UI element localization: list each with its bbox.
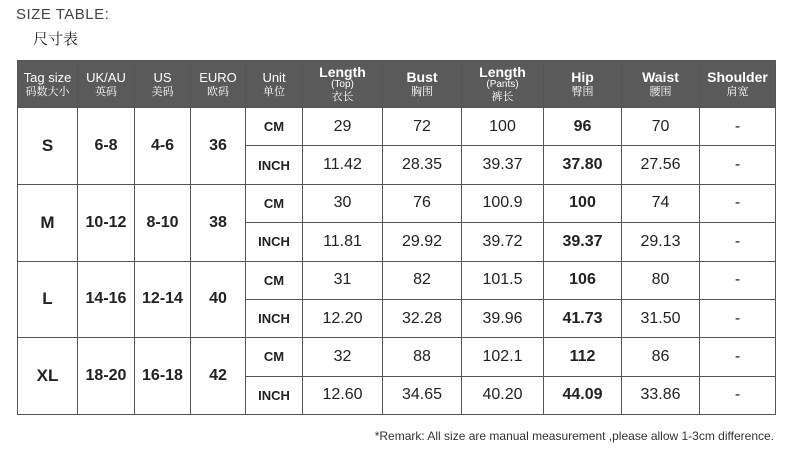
length-top-value: 31 bbox=[303, 261, 383, 299]
length-pants-value: 102.1 bbox=[462, 338, 544, 376]
bust-value: 29.92 bbox=[383, 223, 462, 261]
length-pants-value: 100 bbox=[462, 108, 544, 146]
waist-value: 74 bbox=[622, 184, 700, 222]
waist-value: 27.56 bbox=[622, 146, 700, 184]
us-size: 8-10 bbox=[135, 184, 191, 261]
euro-size: 42 bbox=[191, 338, 246, 415]
bust-value: 76 bbox=[383, 184, 462, 222]
length-pants-value: 100.9 bbox=[462, 184, 544, 222]
shoulder-value: - bbox=[700, 338, 776, 376]
waist-value: 31.50 bbox=[622, 299, 700, 337]
euro-size: 36 bbox=[191, 108, 246, 185]
unit-value: INCH bbox=[246, 223, 303, 261]
length-top-value: 30 bbox=[303, 184, 383, 222]
shoulder-value: - bbox=[700, 376, 776, 414]
shoulder-value: - bbox=[700, 146, 776, 184]
length-pants-value: 39.37 bbox=[462, 146, 544, 184]
header-us: US 美码 bbox=[135, 61, 191, 108]
waist-value: 29.13 bbox=[622, 223, 700, 261]
unit-value: CM bbox=[246, 184, 303, 222]
unit-value: INCH bbox=[246, 146, 303, 184]
bust-value: 82 bbox=[383, 261, 462, 299]
waist-value: 70 bbox=[622, 108, 700, 146]
table-row bbox=[18, 108, 776, 146]
uk-au-size: 6-8 bbox=[78, 108, 135, 185]
bust-value: 88 bbox=[383, 338, 462, 376]
bust-value: 32.28 bbox=[383, 299, 462, 337]
size-label: S bbox=[18, 108, 78, 185]
unit-value: CM bbox=[246, 108, 303, 146]
header-hip: Hip 臀围 bbox=[544, 61, 622, 108]
size-table-body bbox=[18, 108, 776, 415]
header-length-top: Length (Top) 衣长 bbox=[303, 61, 383, 108]
size-label: M bbox=[18, 184, 78, 261]
header-uk-au: UK/AU 英码 bbox=[78, 61, 135, 108]
hip-value: 37.80 bbox=[544, 146, 622, 184]
hip-value: 39.37 bbox=[544, 223, 622, 261]
length-top-value: 12.20 bbox=[303, 299, 383, 337]
size-table bbox=[17, 60, 776, 415]
waist-value: 33.86 bbox=[622, 376, 700, 414]
length-top-value: 11.81 bbox=[303, 223, 383, 261]
hip-value: 106 bbox=[544, 261, 622, 299]
uk-au-size: 14-16 bbox=[78, 261, 135, 338]
length-top-value: 12.60 bbox=[303, 376, 383, 414]
shoulder-value: - bbox=[700, 108, 776, 146]
euro-size: 40 bbox=[191, 261, 246, 338]
length-pants-value: 40.20 bbox=[462, 376, 544, 414]
bust-value: 72 bbox=[383, 108, 462, 146]
hip-value: 96 bbox=[544, 108, 622, 146]
table-row bbox=[18, 338, 776, 376]
header-shoulder: Shoulder 肩宽 bbox=[700, 61, 776, 108]
unit-value: CM bbox=[246, 338, 303, 376]
header-waist: Waist 腰围 bbox=[622, 61, 700, 108]
length-pants-value: 39.72 bbox=[462, 223, 544, 261]
header-length-pants: Length (Pants) 裤长 bbox=[462, 61, 544, 108]
header-euro: EURO 欧码 bbox=[191, 61, 246, 108]
unit-value: INCH bbox=[246, 376, 303, 414]
length-top-value: 11.42 bbox=[303, 146, 383, 184]
unit-value: CM bbox=[246, 261, 303, 299]
shoulder-value: - bbox=[700, 261, 776, 299]
uk-au-size: 10-12 bbox=[78, 184, 135, 261]
shoulder-value: - bbox=[700, 223, 776, 261]
size-label: XL bbox=[18, 338, 78, 415]
uk-au-size: 18-20 bbox=[78, 338, 135, 415]
length-pants-value: 101.5 bbox=[462, 261, 544, 299]
size-table-title-chinese: 尺寸表 bbox=[33, 30, 79, 48]
header-tag-size: Tag size 码数大小 bbox=[18, 61, 78, 108]
table-row bbox=[18, 184, 776, 222]
hip-value: 44.09 bbox=[544, 376, 622, 414]
table-row bbox=[18, 261, 776, 299]
length-top-value: 32 bbox=[303, 338, 383, 376]
header-bust: Bust 胸围 bbox=[383, 61, 462, 108]
length-top-value: 29 bbox=[303, 108, 383, 146]
waist-value: 86 bbox=[622, 338, 700, 376]
waist-value: 80 bbox=[622, 261, 700, 299]
header-unit: Unit 单位 bbox=[246, 61, 303, 108]
us-size: 16-18 bbox=[135, 338, 191, 415]
us-size: 12-14 bbox=[135, 261, 191, 338]
bust-value: 34.65 bbox=[383, 376, 462, 414]
bust-value: 28.35 bbox=[383, 146, 462, 184]
length-pants-value: 39.96 bbox=[462, 299, 544, 337]
shoulder-value: - bbox=[700, 299, 776, 337]
size-table-title: SIZE TABLE: bbox=[16, 6, 110, 23]
remark-note: *Remark: All size are manual measurement ,please allow 1-3cm difference. bbox=[374, 429, 774, 443]
euro-size: 38 bbox=[191, 184, 246, 261]
hip-value: 100 bbox=[544, 184, 622, 222]
hip-value: 41.73 bbox=[544, 299, 622, 337]
unit-value: INCH bbox=[246, 299, 303, 337]
hip-value: 112 bbox=[544, 338, 622, 376]
shoulder-value: - bbox=[700, 184, 776, 222]
header-row bbox=[18, 61, 776, 108]
size-label: L bbox=[18, 261, 78, 338]
us-size: 4-6 bbox=[135, 108, 191, 185]
